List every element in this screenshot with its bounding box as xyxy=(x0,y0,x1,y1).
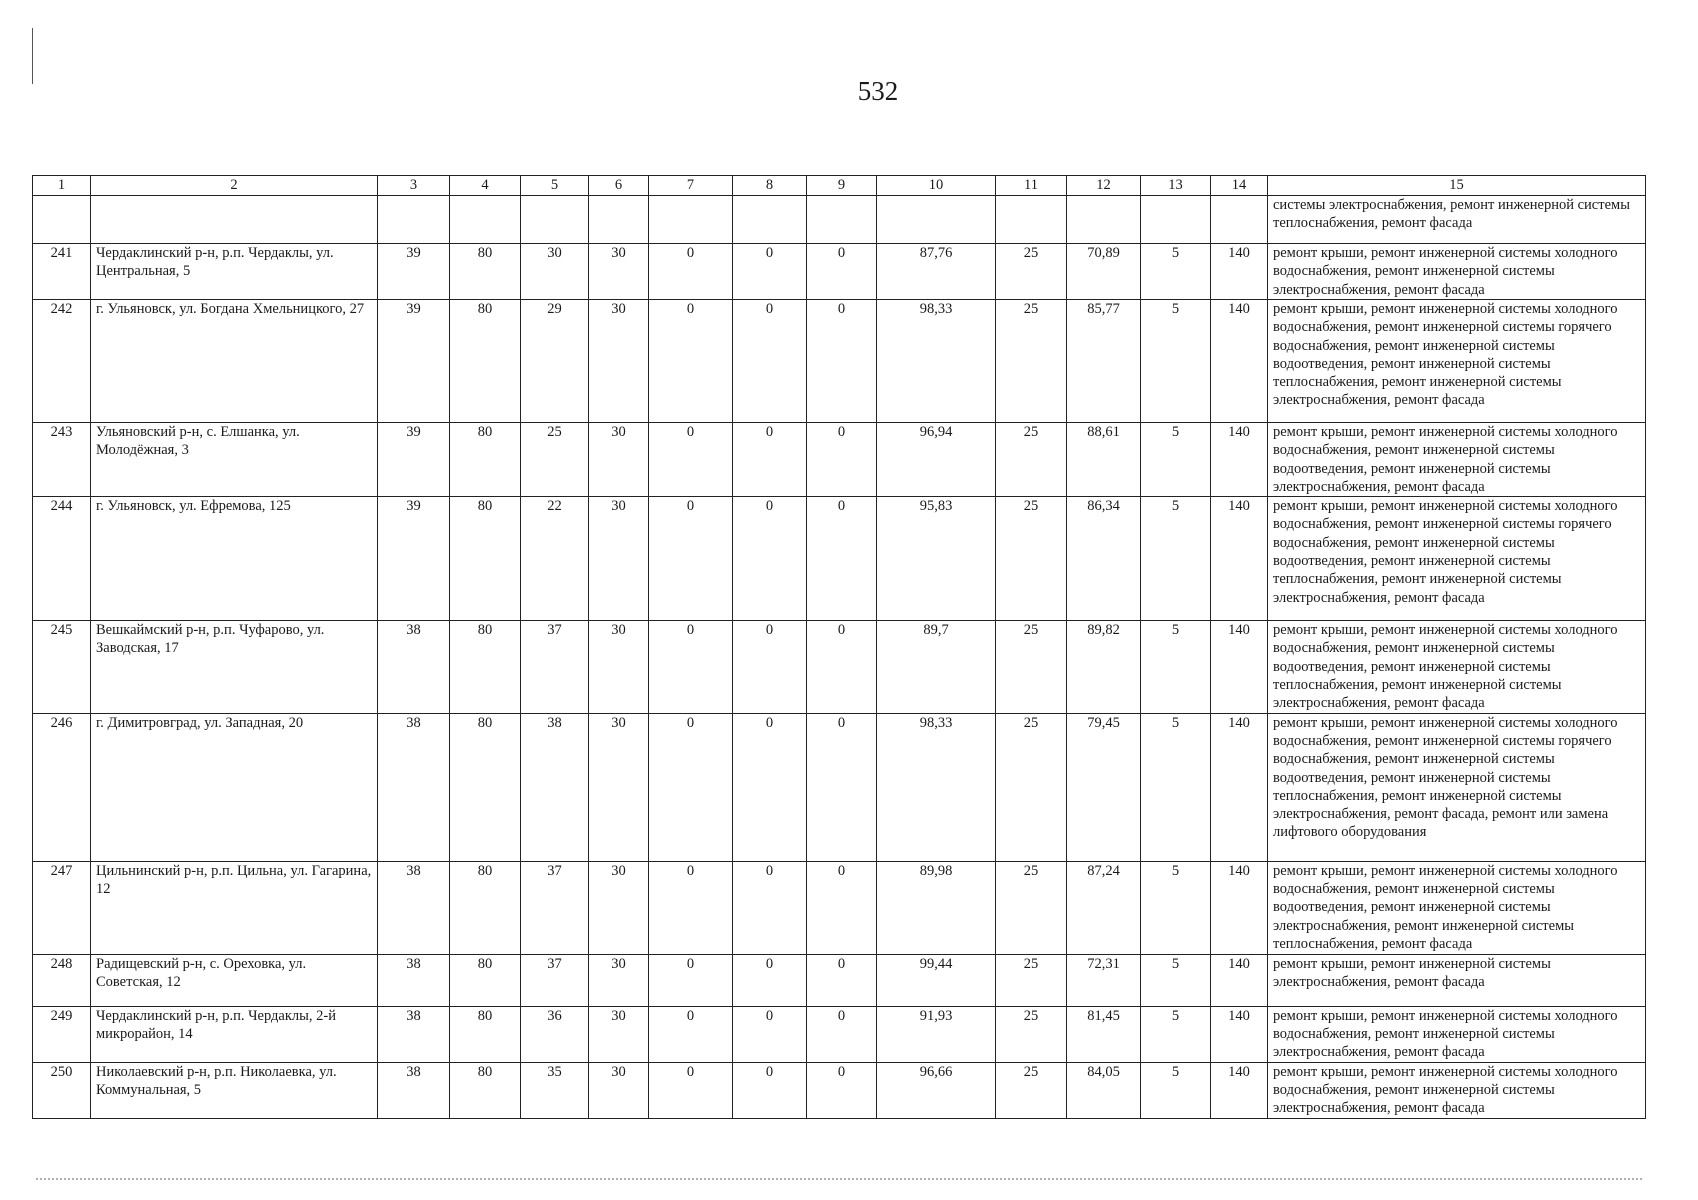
address-cell: Цильнинский р-н, р.п. Цильна, ул. Гагарина, 12 xyxy=(91,861,378,954)
column-number-row xyxy=(33,176,1646,196)
row-number-cell: 248 xyxy=(33,954,91,1006)
value-cell-col-9: 0 xyxy=(807,861,877,954)
table-row xyxy=(33,300,1646,423)
value-cell-col-14: 140 xyxy=(1211,861,1268,954)
table-row xyxy=(33,1062,1646,1118)
value-cell-col-12: 79,45 xyxy=(1067,713,1141,861)
table-row xyxy=(33,497,1646,621)
value-cell-col-3: 38 xyxy=(378,861,450,954)
value-cell-col-9: 0 xyxy=(807,497,877,621)
value-cell-col-7: 0 xyxy=(649,713,733,861)
value-cell-col-7: 0 xyxy=(649,423,733,497)
column-number-5: 5 xyxy=(521,176,589,196)
value-cell-col-8: 0 xyxy=(733,1062,807,1118)
table-row xyxy=(33,423,1646,497)
value-cell-col-7: 0 xyxy=(649,861,733,954)
value-cell-col-3: 38 xyxy=(378,1062,450,1118)
value-cell-col-3: 38 xyxy=(378,954,450,1006)
column-number-1: 1 xyxy=(33,176,91,196)
row-number-cell: 244 xyxy=(33,497,91,621)
value-cell-col-11: 25 xyxy=(996,244,1067,300)
row-number-cell: 247 xyxy=(33,861,91,954)
value-cell-col-14: 140 xyxy=(1211,244,1268,300)
value-cell-col-11: 25 xyxy=(996,423,1067,497)
value-cell-col-7: 0 xyxy=(649,954,733,1006)
works-list-cell: ремонт крыши, ремонт инженерной системы холодного водоснабжения, ремонт инженерной системы электроснабжения, ремонт фасада xyxy=(1268,1062,1646,1118)
address-cell: г. Димитровград, ул. Западная, 20 xyxy=(91,713,378,861)
row-number-cell: 249 xyxy=(33,1006,91,1062)
value-cell-col-11: 25 xyxy=(996,621,1067,713)
column-number-8: 8 xyxy=(733,176,807,196)
value-cell-col-5: 38 xyxy=(521,713,589,861)
value-cell-col-6: 30 xyxy=(589,1006,649,1062)
value-cell-col-4: 80 xyxy=(450,1062,521,1118)
value-cell-col-12: 86,34 xyxy=(1067,497,1141,621)
value-cell-col-12: 88,61 xyxy=(1067,423,1141,497)
table-row xyxy=(33,244,1646,300)
continuation-cell xyxy=(1211,196,1268,244)
value-cell-col-4: 80 xyxy=(450,497,521,621)
address-cell: Чердаклинский р-н, р.п. Чердаклы, ул. Центральная, 5 xyxy=(91,244,378,300)
table-row xyxy=(33,621,1646,713)
row-number-cell: 250 xyxy=(33,1062,91,1118)
value-cell-col-10: 96,94 xyxy=(877,423,996,497)
value-cell-col-6: 30 xyxy=(589,300,649,423)
value-cell-col-14: 140 xyxy=(1211,621,1268,713)
value-cell-col-9: 0 xyxy=(807,1062,877,1118)
value-cell-col-6: 30 xyxy=(589,1062,649,1118)
row-number-cell: 243 xyxy=(33,423,91,497)
value-cell-col-7: 0 xyxy=(649,1062,733,1118)
value-cell-col-12: 85,77 xyxy=(1067,300,1141,423)
value-cell-col-10: 98,33 xyxy=(877,300,996,423)
works-list-cell: ремонт крыши, ремонт инженерной системы электроснабжения, ремонт фасада xyxy=(1268,954,1646,1006)
value-cell-col-11: 25 xyxy=(996,1062,1067,1118)
value-cell-col-6: 30 xyxy=(589,713,649,861)
value-cell-col-5: 36 xyxy=(521,1006,589,1062)
value-cell-col-8: 0 xyxy=(733,300,807,423)
works-list-cell: ремонт крыши, ремонт инженерной системы холодного водоснабжения, ремонт инженерной системы горячего водоснабжения, ремонт инженерной системы водоотведения, ремонт инженерной системы теплоснабжения, ремонт инженерной системы электроснабжения, ремонт фасада xyxy=(1268,497,1646,621)
column-number-12: 12 xyxy=(1067,176,1141,196)
row-number-cell: 246 xyxy=(33,713,91,861)
address-cell: Ульяновский р-н, с. Елшанка, ул. Молодёжная, 3 xyxy=(91,423,378,497)
continuation-cell xyxy=(521,196,589,244)
value-cell-col-6: 30 xyxy=(589,621,649,713)
value-cell-col-5: 37 xyxy=(521,861,589,954)
value-cell-col-5: 25 xyxy=(521,423,589,497)
value-cell-col-5: 30 xyxy=(521,244,589,300)
value-cell-col-3: 38 xyxy=(378,713,450,861)
value-cell-col-10: 99,44 xyxy=(877,954,996,1006)
value-cell-col-3: 39 xyxy=(378,244,450,300)
continuation-cell xyxy=(1141,196,1211,244)
value-cell-col-13: 5 xyxy=(1141,1006,1211,1062)
column-number-2: 2 xyxy=(91,176,378,196)
value-cell-col-3: 38 xyxy=(378,621,450,713)
continuation-cell xyxy=(378,196,450,244)
works-list-cell: ремонт крыши, ремонт инженерной системы холодного водоснабжения, ремонт инженерной системы водоотведения, ремонт инженерной системы теплоснабжения, ремонт инженерной системы электроснабжения, ремонт фасада xyxy=(1268,621,1646,713)
value-cell-col-4: 80 xyxy=(450,621,521,713)
value-cell-col-10: 89,98 xyxy=(877,861,996,954)
value-cell-col-11: 25 xyxy=(996,713,1067,861)
value-cell-col-8: 0 xyxy=(733,621,807,713)
value-cell-col-8: 0 xyxy=(733,954,807,1006)
value-cell-col-8: 0 xyxy=(733,244,807,300)
continuation-cell xyxy=(877,196,996,244)
address-cell: Радищевский р-н, с. Ореховка, ул. Советская, 12 xyxy=(91,954,378,1006)
value-cell-col-3: 39 xyxy=(378,300,450,423)
table-row xyxy=(33,1006,1646,1062)
value-cell-col-6: 30 xyxy=(589,954,649,1006)
value-cell-col-13: 5 xyxy=(1141,713,1211,861)
value-cell-col-13: 5 xyxy=(1141,954,1211,1006)
value-cell-col-12: 72,31 xyxy=(1067,954,1141,1006)
value-cell-col-7: 0 xyxy=(649,244,733,300)
value-cell-col-11: 25 xyxy=(996,300,1067,423)
value-cell-col-8: 0 xyxy=(733,713,807,861)
value-cell-col-5: 37 xyxy=(521,621,589,713)
value-cell-col-5: 35 xyxy=(521,1062,589,1118)
value-cell-col-9: 0 xyxy=(807,713,877,861)
row-number-cell: 241 xyxy=(33,244,91,300)
value-cell-col-13: 5 xyxy=(1141,244,1211,300)
value-cell-col-7: 0 xyxy=(649,300,733,423)
value-cell-col-13: 5 xyxy=(1141,300,1211,423)
value-cell-col-14: 140 xyxy=(1211,954,1268,1006)
value-cell-col-4: 80 xyxy=(450,1006,521,1062)
page-number: 532 xyxy=(857,76,899,106)
value-cell-col-9: 0 xyxy=(807,423,877,497)
value-cell-col-4: 80 xyxy=(450,954,521,1006)
value-cell-col-14: 140 xyxy=(1211,497,1268,621)
value-cell-col-11: 25 xyxy=(996,954,1067,1006)
value-cell-col-11: 25 xyxy=(996,497,1067,621)
value-cell-col-5: 37 xyxy=(521,954,589,1006)
value-cell-col-13: 5 xyxy=(1141,861,1211,954)
value-cell-col-8: 0 xyxy=(733,497,807,621)
column-number-15: 15 xyxy=(1268,176,1646,196)
value-cell-col-9: 0 xyxy=(807,300,877,423)
address-cell: Чердаклинский р-н, р.п. Чердаклы, 2-й микрорайон, 14 xyxy=(91,1006,378,1062)
continuation-cell xyxy=(733,196,807,244)
continuation-cell xyxy=(807,196,877,244)
column-number-10: 10 xyxy=(877,176,996,196)
value-cell-col-13: 5 xyxy=(1141,1062,1211,1118)
continuation-cell xyxy=(649,196,733,244)
value-cell-col-12: 89,82 xyxy=(1067,621,1141,713)
value-cell-col-12: 70,89 xyxy=(1067,244,1141,300)
column-number-3: 3 xyxy=(378,176,450,196)
value-cell-col-6: 30 xyxy=(589,861,649,954)
value-cell-col-9: 0 xyxy=(807,621,877,713)
table-row xyxy=(33,713,1646,861)
value-cell-col-10: 91,93 xyxy=(877,1006,996,1062)
value-cell-col-14: 140 xyxy=(1211,423,1268,497)
row-number-cell: 242 xyxy=(33,300,91,423)
works-list-cell: ремонт крыши, ремонт инженерной системы холодного водоснабжения, ремонт инженерной системы электроснабжения, ремонт фасада xyxy=(1268,1006,1646,1062)
column-number-9: 9 xyxy=(807,176,877,196)
value-cell-col-9: 0 xyxy=(807,244,877,300)
works-list-cell: ремонт крыши, ремонт инженерной системы холодного водоснабжения, ремонт инженерной системы горячего водоснабжения, ремонт инженерной системы водоотведения, ремонт инженерной системы теплоснабжения, ремонт инженерной системы электроснабжения, ремонт фасада xyxy=(1268,300,1646,423)
value-cell-col-3: 39 xyxy=(378,423,450,497)
value-cell-col-4: 80 xyxy=(450,713,521,861)
value-cell-col-14: 140 xyxy=(1211,1006,1268,1062)
column-number-4: 4 xyxy=(450,176,521,196)
value-cell-col-4: 80 xyxy=(450,300,521,423)
value-cell-col-4: 80 xyxy=(450,244,521,300)
works-list-cell: ремонт крыши, ремонт инженерной системы холодного водоснабжения, ремонт инженерной системы горячего водоснабжения, ремонт инженерной системы водоотведения, ремонт инженерной системы теплоснабжения, ремонт инженерной системы электроснабжения, ремонт фасада, ремонт или замена лифтового оборудования xyxy=(1268,713,1646,861)
works-list-cell: ремонт крыши, ремонт инженерной системы холодного водоснабжения, ремонт инженерной системы водоотведения, ремонт инженерной системы электроснабжения, ремонт инженерной системы теплоснабжения, ремонт фасада xyxy=(1268,861,1646,954)
value-cell-col-8: 0 xyxy=(733,861,807,954)
continuation-works-text: системы электроснабжения, ремонт инженерной системы теплоснабжения, ремонт фасада xyxy=(1268,196,1646,244)
value-cell-col-5: 22 xyxy=(521,497,589,621)
value-cell-col-7: 0 xyxy=(649,1006,733,1062)
value-cell-col-9: 0 xyxy=(807,954,877,1006)
continuation-cell xyxy=(996,196,1067,244)
value-cell-col-9: 0 xyxy=(807,1006,877,1062)
value-cell-col-10: 96,66 xyxy=(877,1062,996,1118)
address-cell: г. Ульяновск, ул. Богдана Хмельницкого, 27 xyxy=(91,300,378,423)
value-cell-col-14: 140 xyxy=(1211,300,1268,423)
column-number-13: 13 xyxy=(1141,176,1211,196)
value-cell-col-10: 98,33 xyxy=(877,713,996,861)
column-number-6: 6 xyxy=(589,176,649,196)
continuation-cell xyxy=(589,196,649,244)
value-cell-col-13: 5 xyxy=(1141,621,1211,713)
continuation-cell xyxy=(1067,196,1141,244)
address-cell: Вешкаймский р-н, р.п. Чуфарово, ул. Заводская, 17 xyxy=(91,621,378,713)
continuation-cell xyxy=(91,196,378,244)
continuation-cell xyxy=(450,196,521,244)
value-cell-col-8: 0 xyxy=(733,1006,807,1062)
table-row xyxy=(33,861,1646,954)
value-cell-col-14: 140 xyxy=(1211,713,1268,861)
value-cell-col-6: 30 xyxy=(589,423,649,497)
column-number-11: 11 xyxy=(996,176,1067,196)
column-number-7: 7 xyxy=(649,176,733,196)
table-row xyxy=(33,954,1646,1006)
value-cell-col-6: 30 xyxy=(589,244,649,300)
address-cell: Николаевский р-н, р.п. Николаевка, ул. Коммунальная, 5 xyxy=(91,1062,378,1118)
value-cell-col-4: 80 xyxy=(450,861,521,954)
continuation-cell xyxy=(33,196,91,244)
value-cell-col-12: 87,24 xyxy=(1067,861,1141,954)
value-cell-col-12: 81,45 xyxy=(1067,1006,1141,1062)
value-cell-col-11: 25 xyxy=(996,861,1067,954)
value-cell-col-6: 30 xyxy=(589,497,649,621)
value-cell-col-3: 38 xyxy=(378,1006,450,1062)
works-list-cell: ремонт крыши, ремонт инженерной системы холодного водоснабжения, ремонт инженерной системы электроснабжения, ремонт фасада xyxy=(1268,244,1646,300)
value-cell-col-8: 0 xyxy=(733,423,807,497)
column-number-14: 14 xyxy=(1211,176,1268,196)
continuation-row xyxy=(33,196,1646,244)
row-number-cell: 245 xyxy=(33,621,91,713)
register-table xyxy=(32,175,1646,1119)
value-cell-col-4: 80 xyxy=(450,423,521,497)
address-cell: г. Ульяновск, ул. Ефремова, 125 xyxy=(91,497,378,621)
value-cell-col-10: 95,83 xyxy=(877,497,996,621)
value-cell-col-13: 5 xyxy=(1141,423,1211,497)
scan-footer-noise xyxy=(36,1178,1642,1180)
value-cell-col-10: 87,76 xyxy=(877,244,996,300)
value-cell-col-3: 39 xyxy=(378,497,450,621)
value-cell-col-12: 84,05 xyxy=(1067,1062,1141,1118)
value-cell-col-7: 0 xyxy=(649,621,733,713)
value-cell-col-11: 25 xyxy=(996,1006,1067,1062)
value-cell-col-10: 89,7 xyxy=(877,621,996,713)
value-cell-col-5: 29 xyxy=(521,300,589,423)
works-list-cell: ремонт крыши, ремонт инженерной системы холодного водоснабжения, ремонт инженерной системы водоотведения, ремонт инженерной системы электроснабжения, ремонт фасада xyxy=(1268,423,1646,497)
value-cell-col-13: 5 xyxy=(1141,497,1211,621)
value-cell-col-7: 0 xyxy=(649,497,733,621)
value-cell-col-14: 140 xyxy=(1211,1062,1268,1118)
